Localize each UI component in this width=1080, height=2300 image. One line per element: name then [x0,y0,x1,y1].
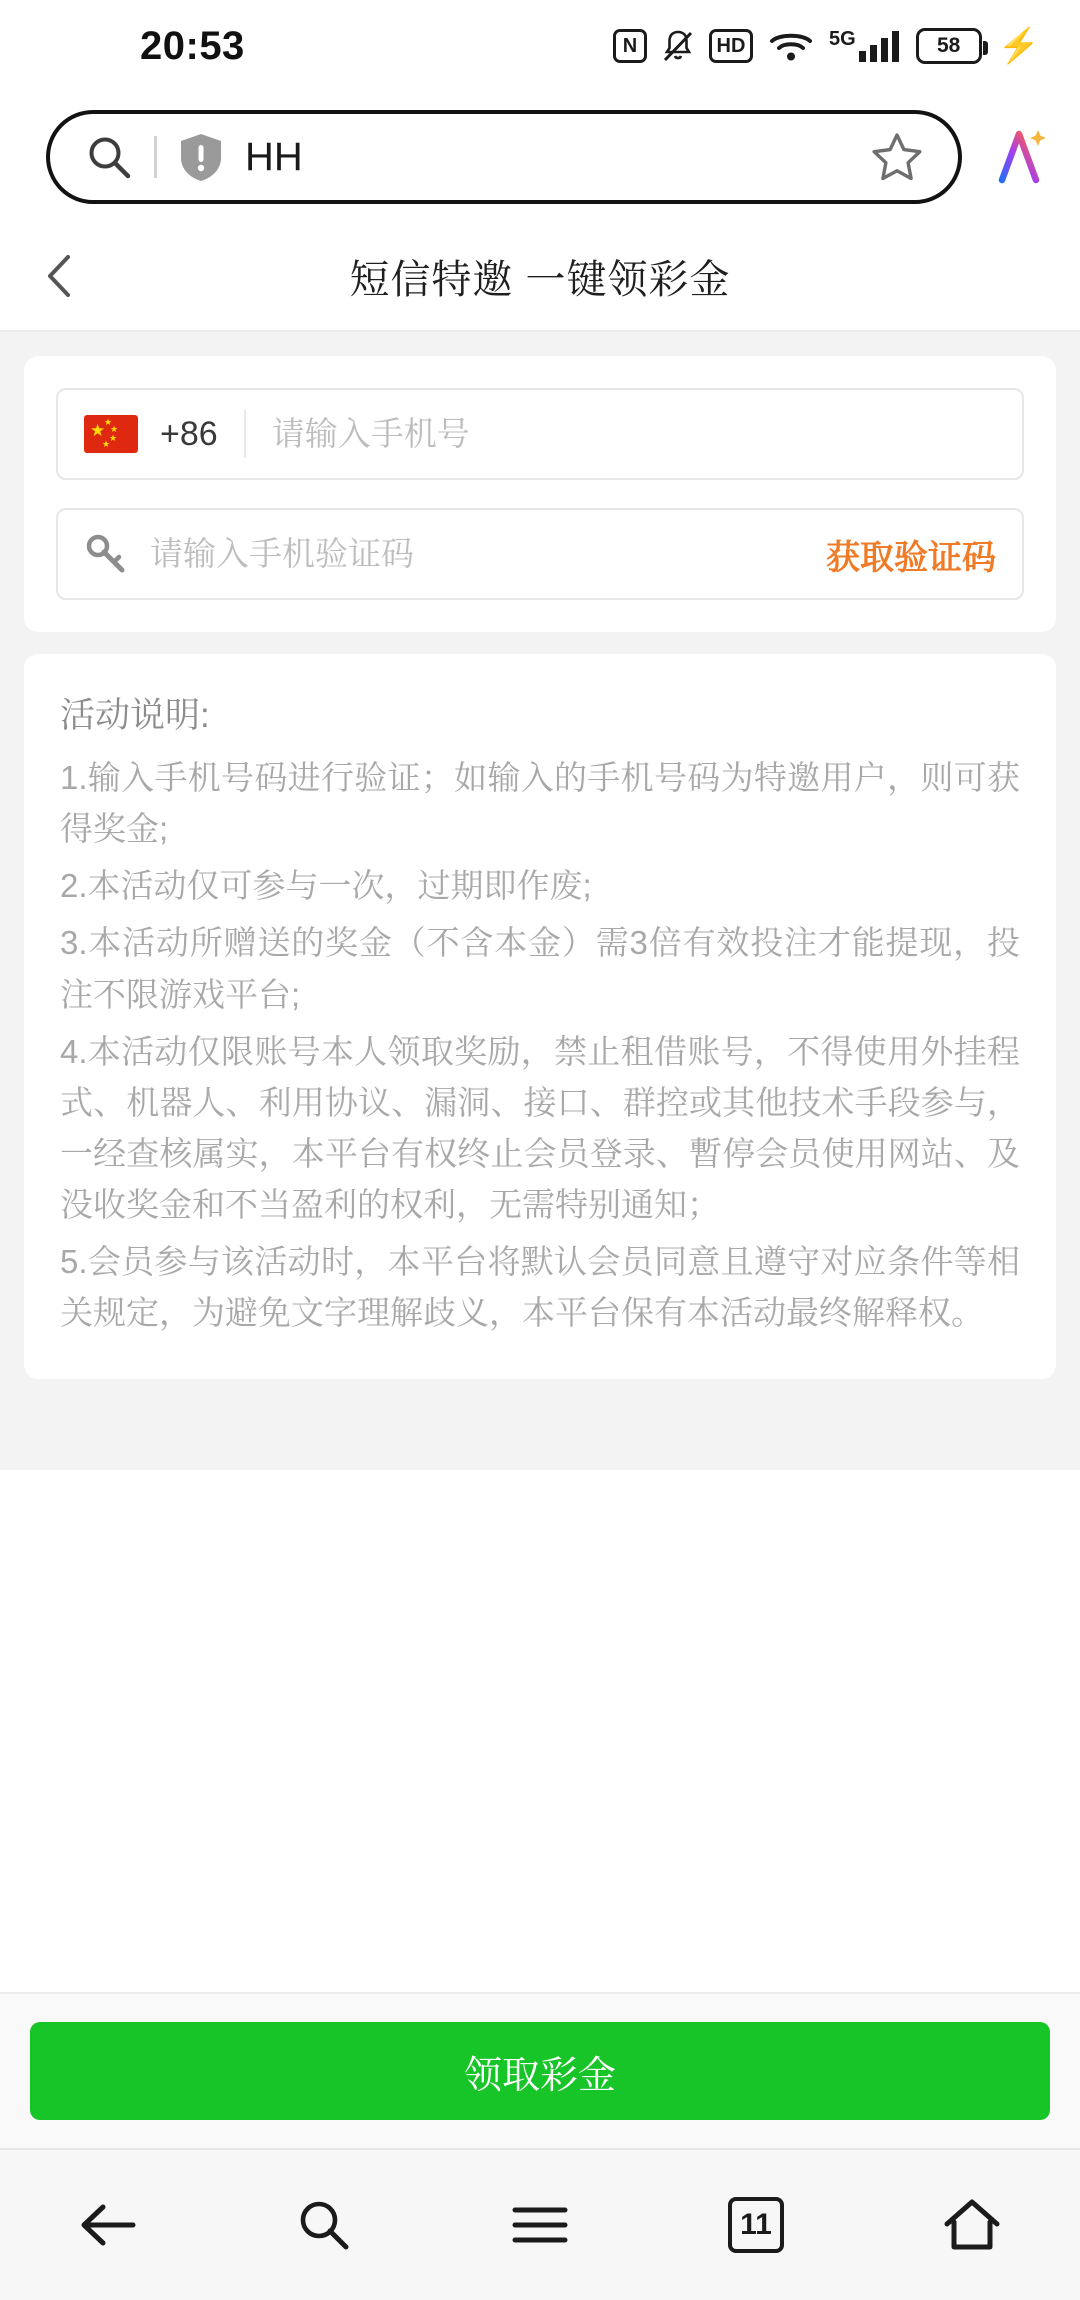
page-content [0,332,1080,1470]
phone-input[interactable] [272,415,996,453]
ai-assistant-icon[interactable] [986,124,1052,190]
5g-signal-icon [829,29,900,63]
divider [244,410,246,458]
bookmark-star-icon[interactable] [870,130,924,184]
cta-container [0,1992,1080,2148]
network-label: 5G [828,28,856,50]
bell-muted-icon [663,29,693,63]
key-icon [84,532,128,576]
form-card [24,356,1056,632]
phone-field[interactable] [56,388,1024,480]
status-icons [613,28,1040,64]
search-input-value: HH [245,134,303,179]
search-icon [296,2197,352,2253]
claim-bonus-button[interactable]: 领取彩金 [30,2022,1050,2120]
info-paragraph: 3.本活动所赠送的奖金（不含本金）需3倍有效投注才能提现，投注不限游戏平台; [60,924,1020,1013]
verification-code-field[interactable] [56,508,1024,600]
nav-home-button[interactable] [912,2170,1032,2280]
cn-flag-icon: ★ ★ ★ ★ ★ [84,415,138,453]
divider [154,136,157,178]
menu-icon [511,2203,569,2247]
nav-tabs-button[interactable] [696,2170,816,2280]
hd-icon: HD [709,29,753,63]
info-paragraph: 2.本活动仅可参与一次，过期即作废; [60,867,592,905]
country-code: +86 [160,414,218,453]
nav-back-button[interactable] [48,2170,168,2280]
activity-info-card [24,654,1056,1379]
status-bar [0,0,1080,92]
search-input[interactable] [46,110,962,204]
browser-toolbar [0,92,1080,222]
info-paragraph: 5.会员参与该活动时，本平台将默认会员同意且遵守对应条件等相关规定，为避免文字理解歧义，本平台保有本活动最终解释权。 [60,1243,1020,1332]
back-button[interactable] [34,249,88,303]
get-code-button[interactable]: 获取验证码 [826,538,996,577]
info-title: 活动说明: [60,696,210,735]
battery-icon [916,28,982,64]
page-title: 短信特邀 一键领彩金 [349,257,731,302]
shield-warning-icon[interactable] [179,132,223,182]
status-time: 20:53 [140,23,245,68]
nav-menu-button[interactable] [480,2170,600,2280]
nav-search-button[interactable] [264,2170,384,2280]
battery-level: 58 [936,34,961,57]
tabs-count: 11 [728,2197,784,2253]
page-header [0,222,1080,332]
info-paragraph: 1.输入手机号码进行验证；如输入的手机号码为特邀用户，则可获得奖金; [60,759,1020,848]
charging-bolt-icon: ⚡ [997,27,1040,65]
verification-code-input[interactable] [150,535,808,573]
search-icon [86,134,132,180]
wifi-icon [769,29,813,63]
browser-navbar [0,2148,1080,2300]
home-icon [943,2197,1001,2253]
nfc-icon: N [613,29,647,63]
back-arrow-icon [77,2199,139,2251]
info-paragraph: 4.本活动仅限账号本人领取奖励，禁止租借账号，不得使用外挂程式、机器人、利用协议、漏洞、接口、群控或其他技术手段参与，一经查核属实，本平台有权终止会员登录、暫停会员使用网站、及没收奖金和不当盈利的权利，无需特别通知； [60,1032,1020,1224]
